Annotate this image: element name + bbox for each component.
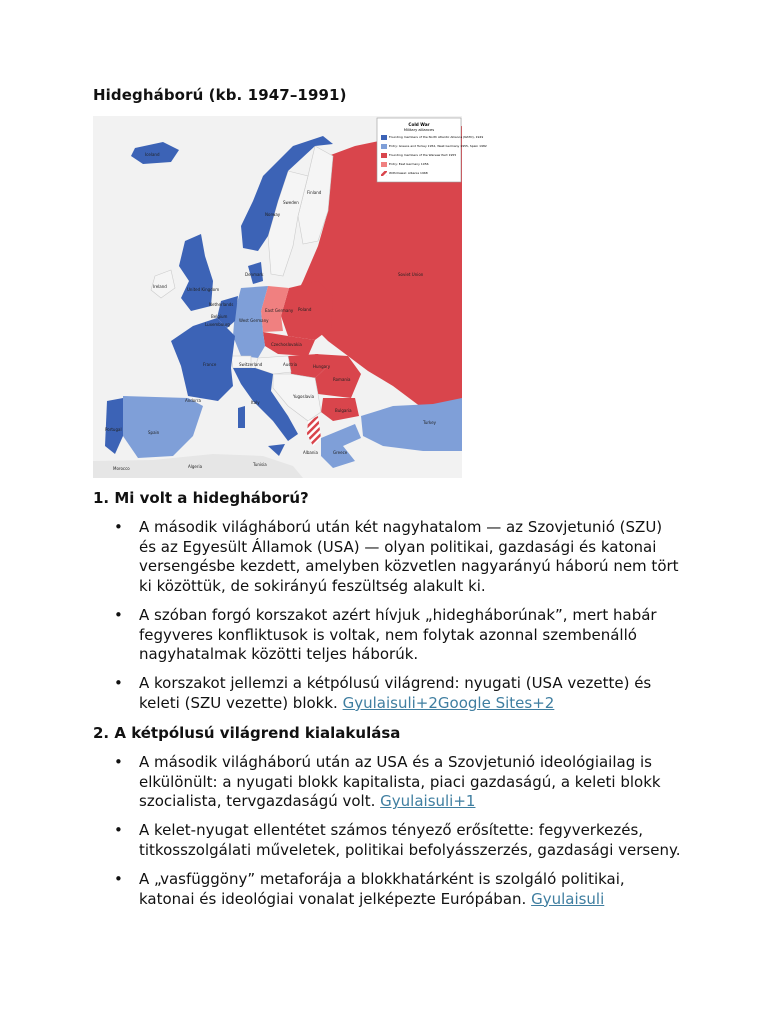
label-bulgaria: Bulgaria [335, 408, 352, 413]
list-item [93, 870, 683, 909]
source-link[interactable]: Gyulaisuli [531, 889, 605, 908]
label-andorra: Andorra [185, 398, 201, 403]
label-luxembourg: Luxembourg [205, 322, 230, 327]
legend-item-warsaw-entry: Entry: East Germany 1956 [389, 162, 429, 166]
legend-swatch-warsaw-founding [381, 153, 387, 158]
label-spain: Spain [148, 430, 160, 435]
list-item [93, 753, 683, 812]
section-1-list [93, 518, 683, 723]
source-link[interactable]: Gyulaisuli+2Google Sites+2 [342, 693, 555, 712]
label-finland: Finland [307, 190, 322, 195]
list-item [93, 518, 683, 596]
label-czechoslovakia: Czechoslovakia [271, 342, 302, 347]
label-turkey: Turkey [423, 420, 437, 425]
page-title: Hidegháború (kb. 1947–1991) [93, 86, 347, 104]
label-poland: Poland [298, 307, 312, 312]
bullet-text: A korszakot jellemzi a kétpólusú világrend: nyugati (USA vezette) és keleti (SZU vezette) blokk. [139, 674, 652, 712]
map-figure [93, 116, 487, 478]
legend-swatch-warsaw-entry [381, 162, 387, 167]
label-yugoslavia: Yugoslavia [293, 394, 315, 399]
legend-item-albania: Withdrawal: Albania 1968 [389, 171, 428, 175]
label-sweden: Sweden [283, 200, 299, 205]
list-item [93, 606, 683, 665]
cold-war-map [93, 116, 487, 478]
section-heading-2: 2. A kétpólusú világrend kialakulása [93, 724, 401, 742]
source-link[interactable]: Gyulaisuli+1 [380, 792, 476, 811]
legend-swatch-albania [381, 171, 387, 176]
label-iceland: Iceland [145, 152, 160, 157]
label-ireland: Ireland [153, 284, 167, 289]
bullet-text: A második világháború után két nagyhatalom — az Szovjetunió (SZU) és az Egyesült Államok (USA) — olyan politikai, gazdasági és katonai versengésbe kezdett, amelyben közvetlen nagyarányú háború nem tört ki közöttük, de sokirányú feszültség alakult ki. [139, 518, 679, 595]
label-romania: Romania [333, 377, 351, 382]
list-item [93, 821, 683, 860]
label-norway: Norway [265, 212, 281, 217]
map-legend [377, 118, 487, 182]
legend-item-nato-founding: Founding members of the North Atlantic Alliance (NATO), 1949 [389, 135, 484, 139]
bullet-text: A szóban forgó korszakot azért hívjuk „hidegháborúnak”, mert habár fegyveres konfliktusok is voltak, nem folytak azonnal szembenálló nagyhatalmak közötti teljes háborúk. [139, 605, 657, 664]
label-netherlands: Netherlands [209, 302, 234, 307]
label-east-germany: East Germany [265, 308, 294, 313]
legend-title: Cold War [408, 122, 430, 127]
label-denmark: Denmark [245, 272, 264, 277]
label-algeria: Algeria [188, 464, 203, 469]
legend-swatch-nato-founding [381, 135, 387, 140]
legend-subtitle: Military alliances [403, 128, 435, 132]
region-sardinia [238, 406, 245, 428]
label-portugal: Portugal [105, 427, 122, 432]
legend-swatch-nato-entry [381, 144, 387, 149]
label-hungary: Hungary [313, 364, 331, 369]
label-tunisia: Tunisia [253, 462, 267, 467]
section-heading-1: 1. Mi volt a hidegháború? [93, 489, 309, 507]
label-ussr: Soviet Union [398, 272, 424, 277]
section-2-list [93, 753, 683, 919]
label-austria: Austria [283, 362, 298, 367]
label-greece: Greece [333, 450, 348, 455]
bullet-text: A második világháború után az USA és a Szovjetunió ideológiailag is elkülönült: a nyugati blokk kapitalista, piaci gazdaságú, a keleti blokk szocialista, tervgazdaságú volt. [139, 753, 661, 811]
bullet-text: A „vasfüggöny” metaforája a blokkhatárként is szolgáló politikai, katonai és ideológiai vonalat jelképezte Európában. [139, 870, 625, 908]
label-uk: United Kingdom [187, 287, 220, 292]
label-switzerland: Switzerland [239, 362, 263, 367]
label-france: France [203, 362, 217, 367]
list-item [93, 674, 683, 713]
label-albania: Albania [303, 450, 318, 455]
legend-item-warsaw-founding: Founding members of the Warsaw Pact 1955 [389, 153, 457, 157]
legend-item-nato-entry: Entry: Greece and Turkey 1952, West Germany 1955, Spain 1982 [389, 144, 487, 148]
label-morocco: Morocco [113, 466, 130, 471]
bullet-text: A kelet-nyugat ellentétet számos tényező erősítette: fegyverkezés, titkosszolgálati műveletek, politikai befolyásszerzés, gazdasági verseny. [139, 821, 681, 859]
label-west-germany: West Germany [239, 318, 269, 323]
label-belgium: Belgium [211, 314, 228, 319]
label-italy: Italy [251, 400, 260, 405]
